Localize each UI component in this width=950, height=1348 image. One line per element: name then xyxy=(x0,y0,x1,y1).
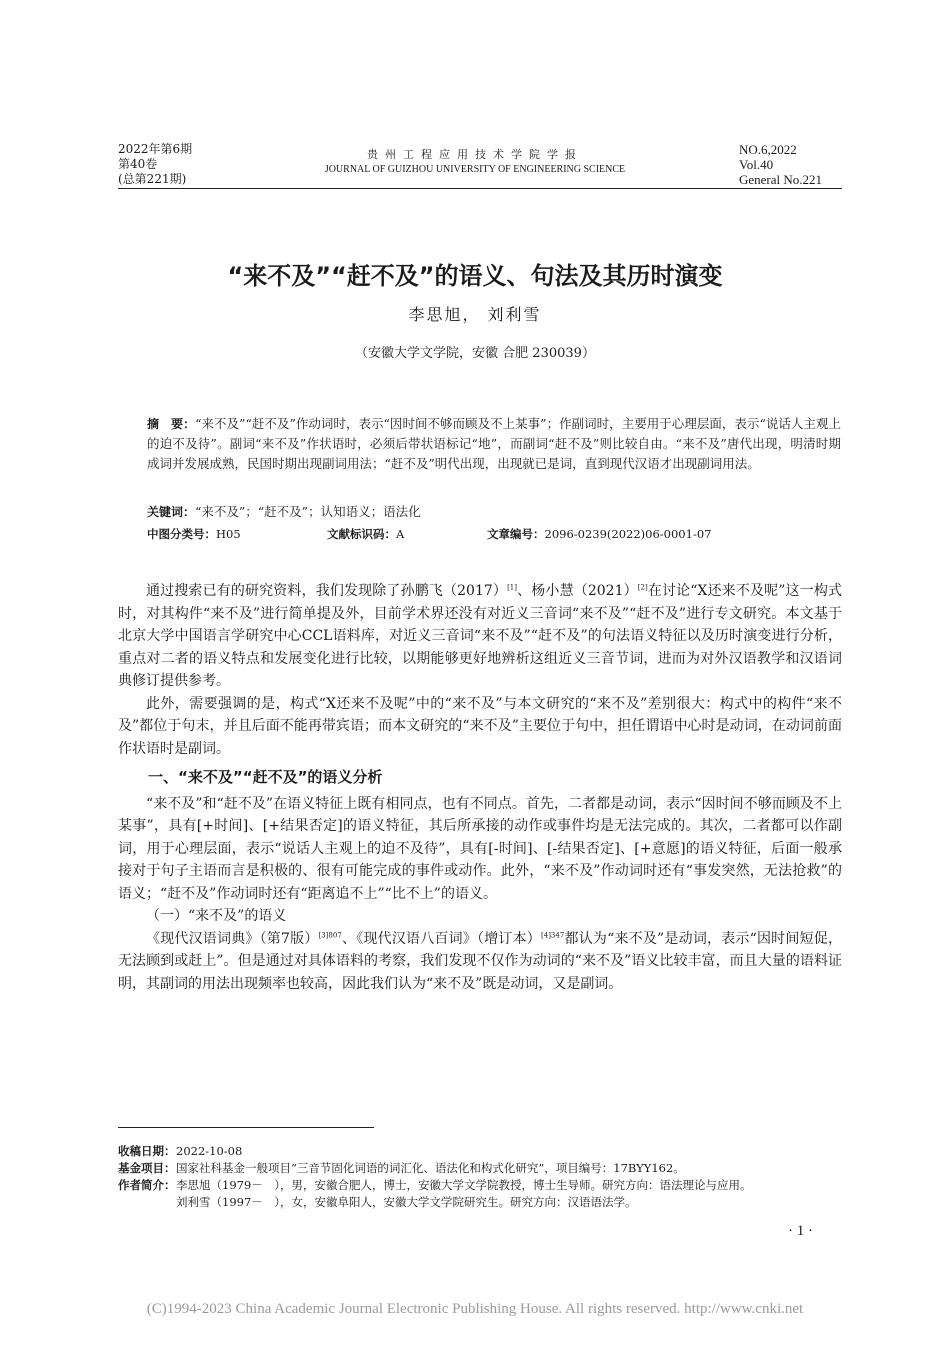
author-affiliation: （安徽大学文学院，安徽 合肥 230039） xyxy=(355,346,595,361)
footnotes xyxy=(118,1143,842,1211)
citation-ref[interactable]: [1] xyxy=(507,583,517,592)
doc-code-label: 文献标识码： xyxy=(327,527,396,541)
author-bio-1: 作者简介： 李思旭（1979－ ），男，安徽合肥人，博士，安徽大学文学院教授，博士生导师。研究方向：语法理论与应用。 xyxy=(118,1178,752,1192)
keywords-text: “来不及”；“赶不及”；认知语义；语法化 xyxy=(195,504,421,519)
doc-code-value: A xyxy=(396,527,405,541)
paragraph-2: 此外，需要强调的是，构式“X还来不及呢”中的“来不及”与本文研究的“来不及”差别很大：构式中的构件“来不及”都位于句末，并且后面不能再带宾语；而本文研究的“来不及”主要位于句中，担任谓语中心时是动词，在动词前面作状语时是副词。 xyxy=(118,695,842,757)
header-rule xyxy=(118,188,842,189)
abstract-text: “来不及”“赶不及”作动词时，表示“因时间不够而顾及不上某事”；作副词时，主要用于心理层面，表示“说话人主观上的迫不及待”。副词“来不及”作状语时，必须后带状语标记“地”，而副词“赶不及”则比较自由。“来不及”唐代出现，明清时期成词并发展成熟，民国时期出现副词用法；“赶不及”明代出现，出现就已是词，直到现代汉语才出现副词用法。 xyxy=(147,416,841,471)
journal-name xyxy=(300,146,650,175)
volume-number: 第40卷 xyxy=(118,157,158,171)
abstract xyxy=(147,414,841,474)
paragraph-3: “来不及”和“赶不及”在语义特征上既有相同点，也有不同点。首先，二者都是动词，表示“因时间不够而顾及不上某事”，具有[+时间]、[+结果否定]的语义特征，其后所承接的动作或事件均是无法完成的。其次，二者都可以作副词，用于心理层面，表示“说话人主观上的迫不及待”，具有[-时间]、[-结果否定]、[+意愿]的语义特征，后面一般承接对于句子主语而言是积极的、很有可能完成的事件或动作。此外，“来不及”作动词时还有“事发突然，无法抢救”的语义；“赶不及”作动词时还有“距离追不上”“比不上”的语义。 xyxy=(118,795,842,902)
general-number-en: General No.221 xyxy=(739,172,823,187)
journal-name-cn: 贵州工程应用技术学院学报 xyxy=(367,148,583,161)
author-bio-2: 刘利雪（1997－ ），女，安徽阜阳人，安徽大学文学院研究生。研究方向：汉语语法学。 xyxy=(176,1195,637,1209)
abstract-label: 摘 要： xyxy=(147,417,196,431)
paper-authors: 李思旭， 刘利雪 xyxy=(408,305,542,324)
footnote-rule xyxy=(118,1127,374,1128)
issue-number-en: NO.6,2022 xyxy=(739,142,797,157)
clc-value: H05 xyxy=(216,527,241,541)
paragraph-4: 《现代汉语词典》（第7版）$^{[3]807}$、《现代汉语八百词》（增订本）$^{[4]347}$都认为“来不及”是动词，表示“因时间短促，无法顾到或赶上”。但是通过对具体语料的考察，我们发现不仅作为动词的“来不及”语义比较丰富，而且大量的语料证明，其副词的用法出现频率也较高，因此我们认为“来不及”既是动词，又是副词。 xyxy=(118,930,842,992)
issue-info-en xyxy=(739,142,822,187)
body-text xyxy=(118,580,842,995)
article-number-value: 2096-0239(2022)06-0001-07 xyxy=(544,527,712,541)
keywords-label: 关键词： xyxy=(147,505,196,519)
issue-info xyxy=(118,142,192,187)
received-date: 收稿日期： 2022-10-08 xyxy=(118,1144,243,1158)
article-number-label: 文章编号： xyxy=(487,527,545,541)
clc-label: 中图分类号： xyxy=(147,527,216,541)
journal-name-en: JOURNAL OF GUIZHOU UNIVERSITY OF ENGINEERING SCIENCE xyxy=(324,164,626,175)
paragraph-1: 通过搜索已有的研究资料，我们发现除了孙鹏飞（2017）[1]、杨小慧（2021）[2]在讨论“X还来不及呢”这一构式时，对其构件“来不及”进行简单提及外，目前学术界还没有对近义三音词“来不及”“赶不及”进行专文研究。本文基于北京大学中国语言学研究中心CCL语料库，对近义三音词“来不及”“赶不及”的句法语义特征以及历时演变进行分析，重点对二者的语义特点和发展变化进行比较，以期能够更好地辨析这组近义三音节词，进而为对外汉语教学和汉语词典修订提供参考。 xyxy=(118,583,842,689)
citation-ref[interactable]: [3]807 xyxy=(318,930,342,939)
page-number: · 1 · xyxy=(788,1223,813,1239)
section-heading-1: 一、“来不及”“赶不及”的语义分析 xyxy=(148,768,383,786)
citation-ref[interactable]: [4]347 xyxy=(541,930,565,939)
paper-title: “来不及”“赶不及”的语义、句法及其历时演变 xyxy=(227,262,723,290)
copyright-notice: (C)1994-2023 China Academic Journal Electronic Publishing House. All rights reserved. http://www.cnki.net xyxy=(146,1301,804,1317)
fund-project: 基金项目： 国家社科基金一般项目“三音节固化词语的词汇化、语法化和构式化研究”，项目编号：17BYY162。 xyxy=(118,1161,685,1175)
total-issue: (总第221期) xyxy=(118,172,187,186)
citation-ref[interactable]: [2] xyxy=(637,583,648,592)
keywords xyxy=(147,502,841,522)
volume-number-en: Vol.40 xyxy=(739,157,774,172)
subsection-heading-1: （一）“来不及”的语义 xyxy=(146,908,287,924)
issue-number: 2022年第6期 xyxy=(118,142,193,156)
